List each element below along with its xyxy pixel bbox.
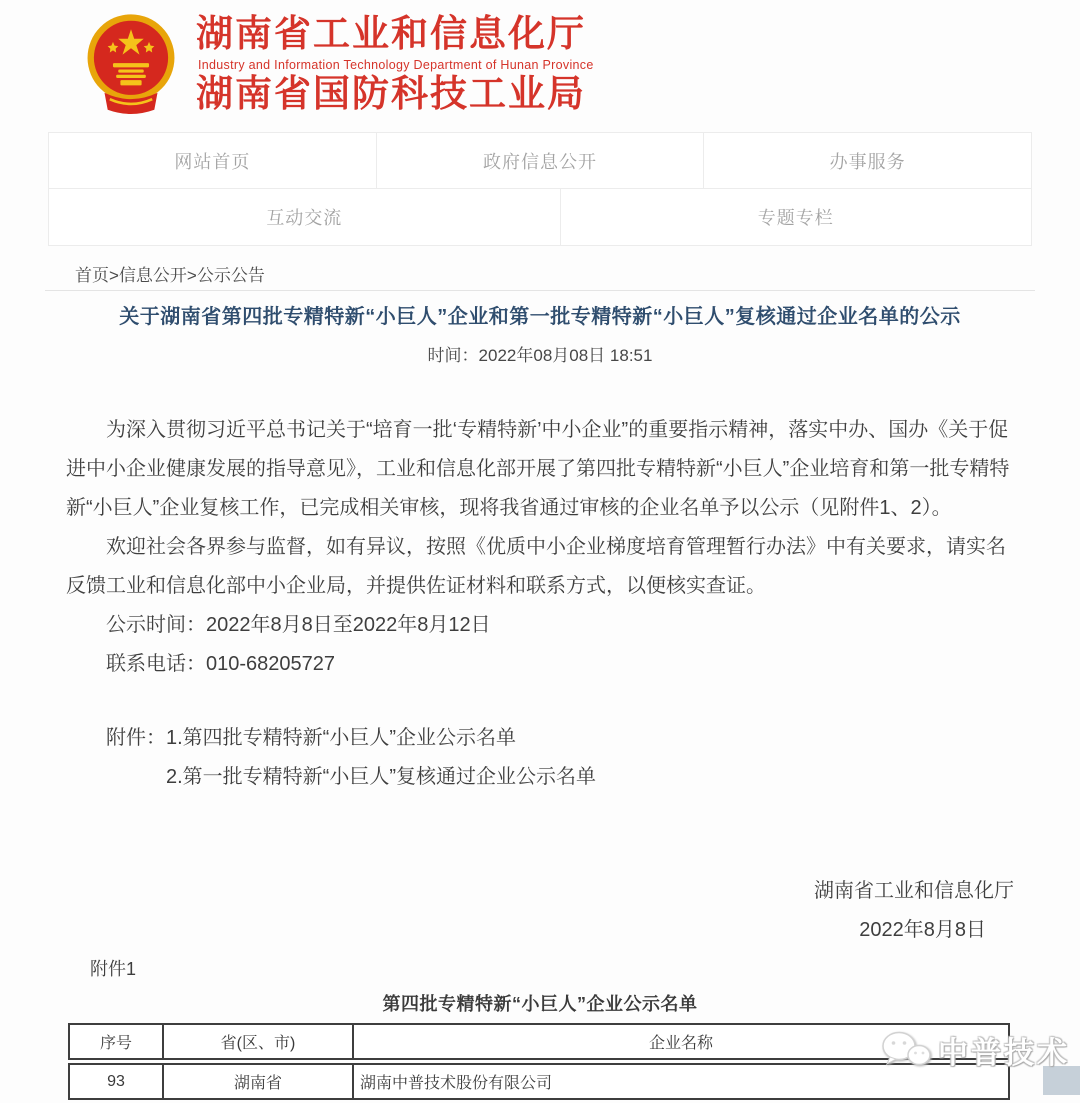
cell-enterprise: 湖南中普技术股份有限公司	[360, 1075, 553, 1092]
cell-index: 93	[70, 1065, 164, 1098]
signature-block	[66, 872, 1014, 950]
col-header-enterprise: 企业名称	[648, 1035, 713, 1052]
nav-item-special-columns[interactable]: 专题专栏	[560, 189, 1031, 245]
attachment-link-2[interactable]: 2.第一批专精特新“小巨人”复核通过企业公示名单	[166, 766, 596, 788]
nav-row-2	[49, 189, 1031, 245]
watermark	[880, 1028, 1070, 1072]
contact-phone: 联系电话：010-68205727	[106, 653, 336, 675]
main-nav	[48, 132, 1032, 246]
nav-row-1	[49, 133, 1031, 189]
site-header	[78, 8, 594, 114]
header-titles	[196, 8, 594, 114]
attachment1-label: 附件1	[90, 959, 137, 979]
cell-province: 湖南省	[164, 1065, 354, 1098]
paragraph-1: 为深入贯彻习近平总书记关于“培育一批‘专精特新’中小企业”的重要指示精神，落实中办、国办《关于促进中小企业健康发展的指导意见》，工业和信息化部开展了第四批专精特新“小巨人”企业培育和第一批专精特新“小巨人”企业复核工作，已完成相关审核，现将我省通过审核的企业名单予以公示（见附件1、2）。	[66, 419, 1010, 519]
table-row	[68, 1063, 1010, 1100]
signature-date: 2022年8月8日	[859, 919, 986, 941]
attachments-label: 附件：	[106, 727, 166, 749]
nav-item-home[interactable]: 网站首页	[174, 151, 251, 172]
nav-item-gov-info[interactable]: 政府信息公开	[376, 133, 704, 188]
attachment-line-2	[66, 758, 1014, 797]
enterprise-table	[68, 1023, 1010, 1103]
table-header-row	[68, 1023, 1010, 1060]
org-name-primary: 湖南省工业和信息化厅	[196, 13, 586, 54]
wechat-icon	[880, 1029, 932, 1071]
publish-time: 时间：2022年08月08日 18:51	[427, 346, 653, 365]
nav-item-interaction[interactable]: 互动交流	[266, 208, 343, 228]
paragraph-2: 欢迎社会各界参与监督，如有异议，按照《优质中小企业梯度培育管理暂行办法》中有关要求，请实名反馈工业和信息化部中小企业局，并提供佐证材料和联系方式，以便核实查证。	[66, 536, 1006, 597]
page-title: 关于湖南省第四批专精特新“小巨人”企业和第一批专精特新“小巨人”复核通过企业名单的公示	[119, 306, 961, 328]
attachment-link-1[interactable]: 1.第四批专精特新“小巨人”企业公示名单	[166, 727, 516, 749]
attachment-line-1	[66, 719, 1014, 758]
breadcrumb[interactable]: 首页>信息公开>公示公告	[75, 266, 265, 285]
national-emblem-icon	[78, 8, 184, 114]
col-header-province: 省(区、市)	[164, 1025, 354, 1058]
nav-item-services[interactable]: 办事服务	[703, 133, 1031, 188]
breadcrumb-divider	[45, 290, 1035, 291]
attachments	[66, 719, 1014, 797]
col-header-index: 序号	[70, 1025, 164, 1058]
org-name-english: Industry and Information Technology Department of Hunan Province	[198, 57, 594, 72]
article-body	[66, 411, 1014, 950]
publicity-period: 公示时间：2022年8月8日至2022年8月12日	[106, 614, 491, 636]
org-name-secondary: 湖南省国防科技工业局	[196, 72, 586, 114]
signature-org: 湖南省工业和信息化厅	[814, 880, 1014, 902]
attachment1-table-title: 第四批专精特新“小巨人”企业公示名单	[382, 994, 698, 1014]
watermark-text: 中普技术	[938, 1037, 1070, 1070]
